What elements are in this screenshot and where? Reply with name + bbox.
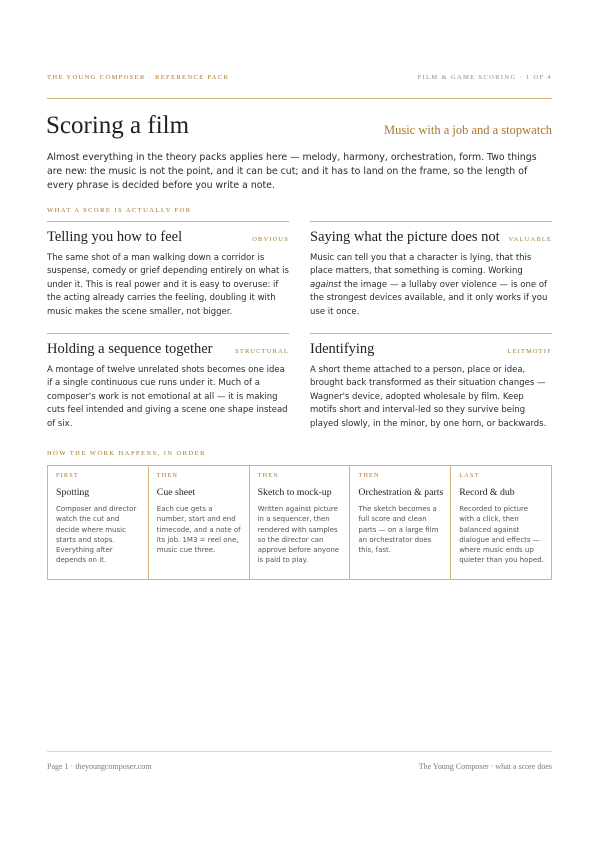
- step-body: Written against picture in a sequencer, then rendered with samples so the director can approve before anyone is paid to play.: [257, 505, 340, 565]
- section-label-purpose: WHAT A SCORE IS ACTUALLY FOR: [47, 207, 192, 214]
- footer-doc-label: The Young Composer · what a score does: [418, 762, 552, 771]
- page-subtitle: Music with a job and a stopwatch: [383, 123, 552, 137]
- section-label-workflow: HOW THE WORK HAPPENS, IN ORDER: [47, 450, 206, 457]
- header-series-label: THE YOUNG COMPOSER · REFERENCE PACK: [47, 74, 230, 81]
- page-title: Scoring a film: [46, 112, 190, 139]
- step-body: The sketch becomes a full score and clean parts — on a large film an orchestrator does this, fast.: [358, 505, 439, 555]
- header-page-label: FILM & GAME SCORING · 1 OF 4: [417, 74, 552, 81]
- card-body: [310, 252, 552, 319]
- card-title: Identifying: [310, 341, 375, 357]
- card-title: Telling you how to feel: [47, 229, 183, 245]
- step-title: Record & dub: [459, 487, 515, 498]
- card-identifying: [310, 333, 552, 431]
- card-body-text: Music can tell you that a character is lying, that this place matters, that something is coming. Working: [310, 253, 532, 277]
- header-divider: [47, 98, 552, 99]
- step-spotting: [48, 466, 149, 579]
- card-title: Holding a sequence together: [47, 341, 213, 357]
- step-title: Sketch to mock-up: [257, 487, 332, 498]
- page-footer: [47, 762, 552, 771]
- card-holding-sequence: [47, 333, 289, 431]
- step-record-dub: [451, 466, 551, 579]
- card-body-emphasis: against: [310, 279, 342, 290]
- step-body: Recorded to picture with a click, then balanced against dialogue and effects — where music ends up quieter than you hoped.: [459, 505, 544, 565]
- card-how-to-feel: [47, 221, 289, 319]
- step-body: Each cue gets a number, start and end timecode, and a note of its job. 1M3 = reel one, music cue three.: [156, 505, 241, 555]
- step-cue-sheet: [149, 466, 250, 579]
- card-title: Saying what the picture does not: [310, 229, 500, 245]
- card-what-picture-does-not: [310, 221, 552, 319]
- step-body: Composer and director watch the cut and decide where music starts and stops. Everything after depends on it.: [56, 505, 137, 565]
- step-kicker: THEN: [156, 472, 179, 479]
- step-orchestration: [350, 466, 451, 579]
- step-title: Cue sheet: [156, 487, 196, 498]
- step-kicker: THEN: [358, 472, 380, 479]
- step-kicker: LAST: [459, 472, 480, 479]
- step-title: Orchestration & parts: [358, 487, 444, 498]
- card-body: The same shot of a man walking down a corridor is suspense, comedy or grief depending entirely on what is under it. This is real power and it is easy to overuse: if the acting already carries the feeling, doubling it with music makes the scene smaller, not bigger.: [47, 253, 289, 317]
- step-kicker: THEN: [257, 472, 279, 479]
- workflow-steps: [47, 465, 552, 580]
- intro-paragraph: Almost everything in the theory packs applies here — melody, harmony, orchestration, form. Two things are new: the music is not the point, and it can be cut; and it has to land on the frame, so the length of every phrase is decided before you write a note.: [47, 152, 537, 191]
- card-tag: LEITMOTIF: [507, 348, 552, 355]
- page-header: [47, 74, 552, 81]
- card-body: A montage of twelve unrelated shots becomes one idea if a single continuous cue runs under it. Much of a composer's work is not emotional at all — it is making cuts feel intended and giving a scene one shape instead of six.: [47, 365, 288, 429]
- card-tag: STRUCTURAL: [235, 348, 289, 355]
- card-tag: OBVIOUS: [252, 236, 289, 243]
- card-tag: VALUABLE: [508, 236, 552, 243]
- step-sketch-mockup: [250, 466, 351, 579]
- footer-page-link: Page 1 · theyoungcomposer.com: [47, 762, 152, 771]
- step-kicker: FIRST: [56, 472, 79, 479]
- card-body: A short theme attached to a person, place or idea, brought back transformed as their situation changes — Wagner's device, adopted wholesale by film. Keep motifs short and interval-led so they survive being played slowly, in the minor, by one horn, or backwards.: [310, 365, 547, 429]
- card-body-text: the image — a lullaby over violence — is one of the strongest devices available, and it only works if you use it once.: [310, 279, 548, 317]
- footer-divider: [47, 751, 552, 752]
- step-title: Spotting: [56, 487, 90, 498]
